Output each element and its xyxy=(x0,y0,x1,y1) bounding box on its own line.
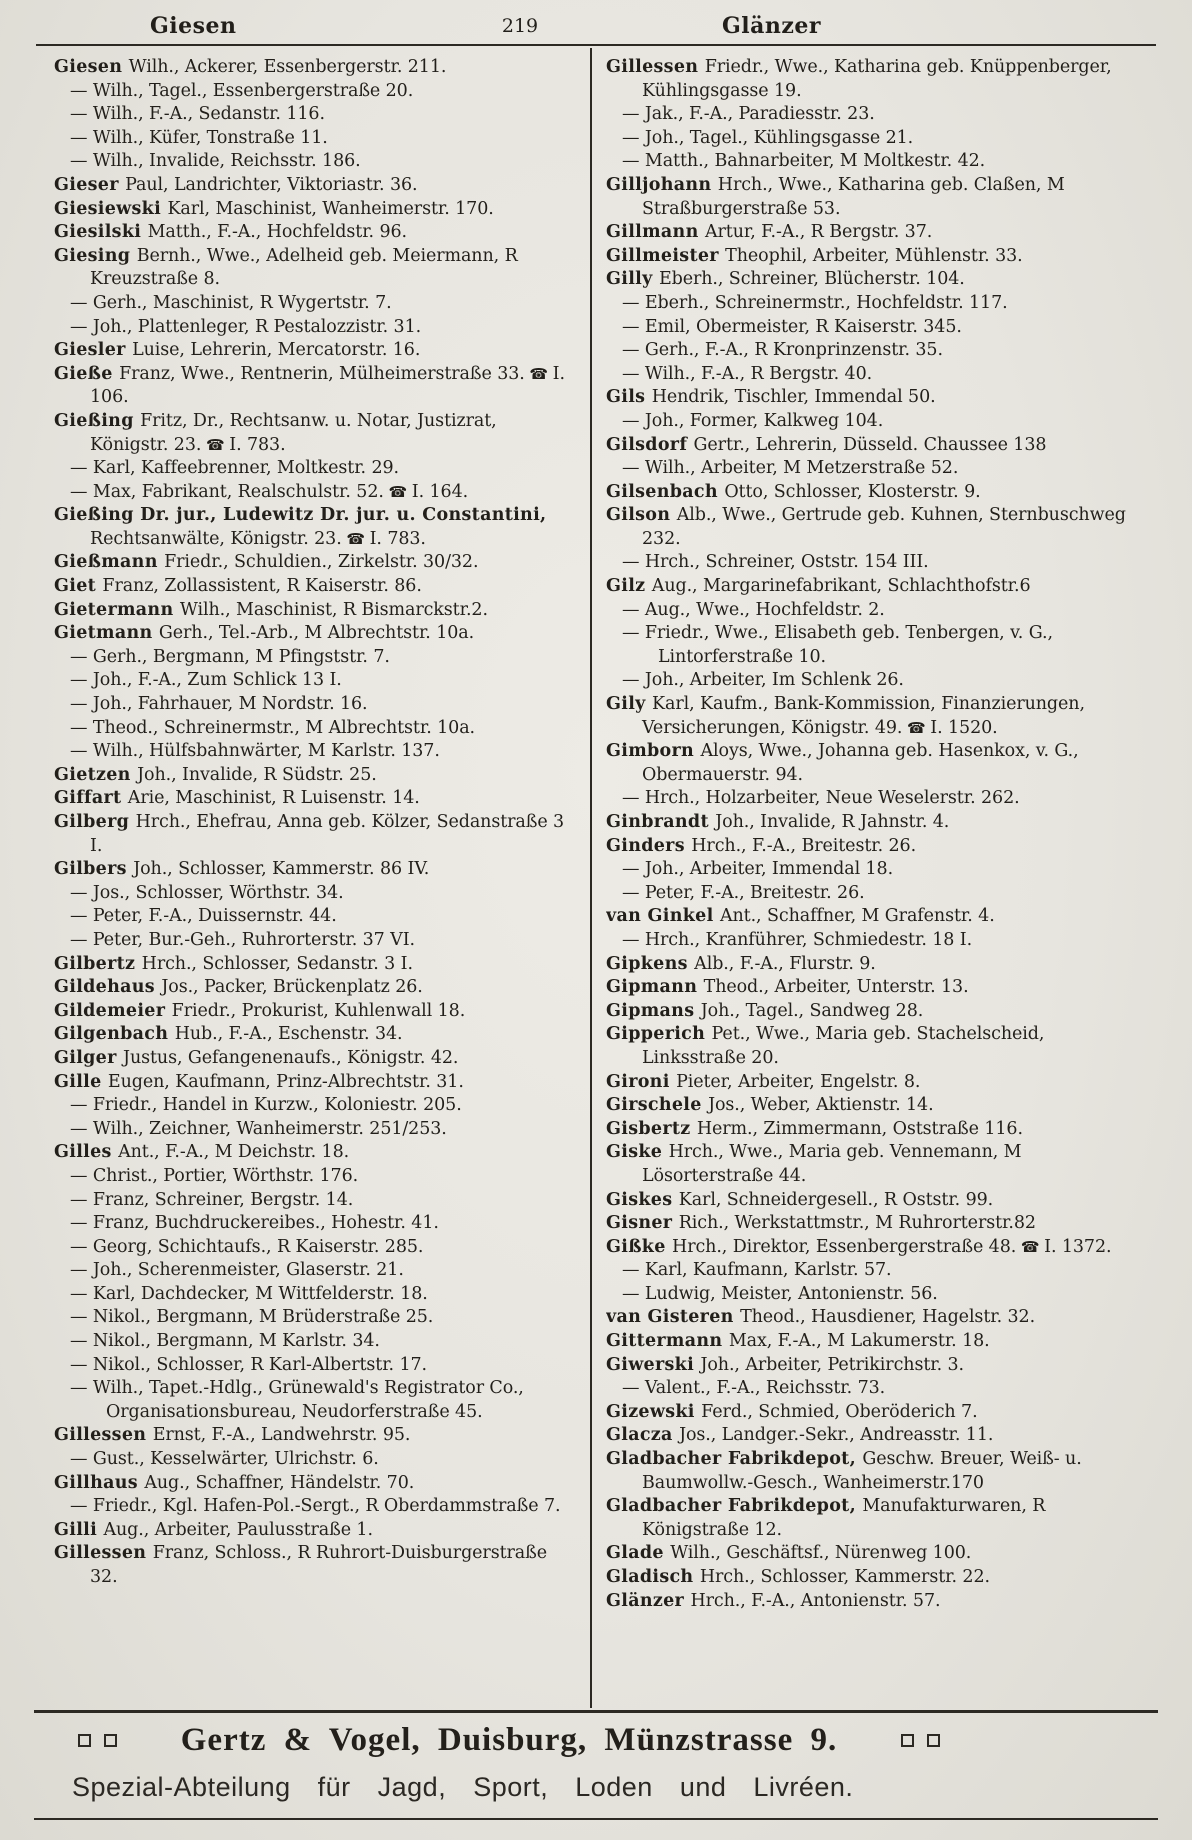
directory-entry: Giske Hrch., Wwe., Maria geb. Vennemann, M Lösorterstraße 44. xyxy=(606,1142,1022,1186)
entry-surname: Ginbrandt xyxy=(606,812,716,832)
directory-entry: — Joh., Fahrhauer, M Nordstr. 16. xyxy=(70,694,368,715)
ditto-dash: — xyxy=(70,127,93,148)
directory-entry: — Jos., Schlosser, Wörthstr. 34. xyxy=(70,882,344,903)
directory-entry: — Joh., F.-A., Zum Schlick 13 I. xyxy=(70,670,342,691)
ditto-dash: — xyxy=(622,552,645,573)
ditto-dash: — xyxy=(70,1095,93,1116)
ditto-dash: — xyxy=(622,929,645,950)
footer-bottom-rule xyxy=(34,1818,1158,1820)
header-right-catchword: Glänzer xyxy=(722,13,821,39)
directory-entry: Glacza Jos., Landger.-Sekr., Andreasstr. 11. xyxy=(606,1425,994,1446)
ditto-dash: — xyxy=(70,1331,93,1352)
directory-entry: — Franz, Schreiner, Bergstr. 14. xyxy=(70,1189,354,1210)
column-divider-rule xyxy=(590,48,592,1708)
directory-entry: — Franz, Buchdruckereibes., Hohestr. 41. xyxy=(70,1213,439,1234)
ditto-dash: — xyxy=(70,292,93,313)
ditto-dash: — xyxy=(70,481,93,502)
entry-surname: Gilberg xyxy=(54,812,136,832)
entry-surname: Gillhaus xyxy=(54,1472,145,1493)
ditto-dash: — xyxy=(70,1354,93,1375)
ditto-dash: — xyxy=(622,788,645,809)
entry-surname: Gilbers xyxy=(54,859,134,880)
entry-surname: Gilly xyxy=(606,269,659,290)
ditto-dash: — xyxy=(622,292,645,313)
ornament-square-icon xyxy=(927,1734,940,1747)
directory-entry: — Joh., Former, Kalkweg 104. xyxy=(622,410,884,431)
ditto-dash: — xyxy=(70,929,93,950)
entry-surname: Gils xyxy=(606,387,652,408)
ditto-dash: — xyxy=(70,1449,93,1470)
ditto-dash: — xyxy=(622,458,645,479)
directory-entry: Gießing Dr. jur., Ludewitz Dr. jur. u. Constantini, Rechtsanwälte, Königstr. 23. ☎ I. 783. xyxy=(54,505,547,549)
ditto-dash: — xyxy=(70,1213,93,1234)
directory-entry: Gillmann Artur, F.-A., R Bergstr. 37. xyxy=(606,222,933,243)
directory-entry: Giskes Karl, Schneidergesell., R Oststr. 99. xyxy=(606,1189,994,1210)
entry-surname: Gillessen xyxy=(54,1425,153,1446)
directory-entry: van Ginkel Ant., Schaffner, M Grafenstr. 4. xyxy=(606,906,995,927)
ditto-dash: — xyxy=(70,694,93,715)
ditto-dash: — xyxy=(622,340,645,361)
directory-entry: — Peter, F.-A., Breitestr. 26. xyxy=(622,882,865,903)
entry-surname: Gilbertz xyxy=(54,953,142,974)
ditto-dash: — xyxy=(622,623,645,644)
directory-column-left xyxy=(54,56,578,1706)
directory-entry: — Joh., Tagel., Kühlingsgasse 21. xyxy=(622,127,914,148)
directory-entry: — Wilh., F.-A., Sedanstr. 116. xyxy=(70,104,325,125)
directory-entry: — Ludwig, Meister, Antonienstr. 56. xyxy=(622,1283,938,1304)
entry-surname: Gietmann xyxy=(54,623,159,644)
directory-entry: — Friedr., Wwe., Elisabeth geb. Tenbergen, v. G., Lintorferstraße 10. xyxy=(622,623,1053,667)
ditto-dash: — xyxy=(70,80,93,101)
directory-entry: Gieße Franz, Wwe., Rentnerin, Mülheimerstraße 33. ☎ I. 106. xyxy=(54,363,565,408)
entry-surname: Giwerski xyxy=(606,1354,701,1375)
entry-surname: Giesen xyxy=(54,57,129,77)
ditto-dash: — xyxy=(70,906,93,927)
entry-surname: Gizewski xyxy=(606,1401,702,1422)
entry-surname: Gieser xyxy=(54,174,126,195)
directory-entry: — Nikol., Schlosser, R Karl-Albertstr. 17. xyxy=(70,1354,428,1375)
directory-entry: Gilsenbach Otto, Schlosser, Klosterstr. 9. xyxy=(606,481,981,502)
ornament-square-icon xyxy=(104,1734,117,1747)
entry-surname: Gipmans xyxy=(606,1000,701,1021)
directory-entry: Gießing Fritz, Dr., Rechtsanw. u. Notar, Justizrat, Königstr. 23. ☎ I. 783. xyxy=(54,410,497,455)
directory-entry: Gilljohann Hrch., Wwe., Katharina geb. Claßen, M Straßburgerstraße 53. xyxy=(606,174,1065,219)
directory-entry: Giesen Wilh., Ackerer, Essenbergerstr. 211. xyxy=(54,57,447,77)
directory-entry: — Karl, Kaffeebrenner, Moltkestr. 29. xyxy=(70,458,399,479)
entry-surname: Gipkens xyxy=(606,953,695,974)
directory-column-right xyxy=(606,56,1148,1706)
directory-entry: — Joh., Scherenmeister, Glaserstr. 21. xyxy=(70,1260,404,1281)
entry-surname: Giskes xyxy=(606,1189,679,1210)
header-rule xyxy=(36,44,1156,46)
ditto-dash: — xyxy=(622,882,645,903)
entry-surname: Gillessen xyxy=(54,1543,153,1564)
directory-entry: Giesler Luise, Lehrerin, Mercatorstr. 16. xyxy=(54,340,421,361)
directory-entry: — Matth., Bahnarbeiter, M Moltkestr. 42. xyxy=(622,151,986,172)
ditto-dash: — xyxy=(622,104,645,125)
directory-entry: Girschele Jos., Weber, Aktienstr. 14. xyxy=(606,1095,934,1116)
directory-entry: Gißke Hrch., Direktor, Essenbergerstraße 48. ☎ I. 1372. xyxy=(606,1236,1112,1257)
entry-surname: Gildemeier xyxy=(54,1000,172,1021)
directory-entry: Giet Franz, Zollassistent, R Kaiserstr. 86. xyxy=(54,576,422,597)
directory-entry: Gilsdorf Gertr., Lehrerin, Düsseld. Chaussee 138 xyxy=(606,434,1047,455)
entry-surname: Gladbacher Fabrikdepot, xyxy=(606,1496,863,1517)
directory-entry: — Wilh., Arbeiter, M Metzerstraße 52. xyxy=(622,458,959,479)
directory-entry: — Joh., Plattenleger, R Pestalozzistr. 31. xyxy=(70,316,422,337)
directory-entry: Gizewski Ferd., Schmied, Oberöderich 7. xyxy=(606,1401,978,1422)
ditto-dash: — xyxy=(622,1378,645,1399)
directory-entry: Glade Wilh., Geschäftsf., Nürenweg 100. xyxy=(606,1543,972,1564)
entry-surname: Gilsenbach xyxy=(606,481,725,502)
entry-surname: Gipperich xyxy=(606,1024,712,1045)
entry-surname: Giske xyxy=(606,1142,669,1163)
ditto-dash: — xyxy=(622,859,645,880)
directory-entry: Gisner Rich., Werkstattmstr., M Ruhrorterstr.82 xyxy=(606,1213,1036,1234)
directory-entry: — Valent., F.-A., Reichsstr. 73. xyxy=(622,1378,886,1399)
directory-entry: Gillhaus Aug., Schaffner, Händelstr. 70. xyxy=(54,1472,415,1493)
entry-surname: Giet xyxy=(54,576,103,597)
telephone-icon: ☎ xyxy=(1016,1237,1045,1256)
ditto-dash: — xyxy=(622,1260,645,1281)
entry-surname: Gillmann xyxy=(606,222,705,243)
entry-surname: van Gisteren xyxy=(606,1307,741,1328)
entry-surname: Gilsdorf xyxy=(606,434,694,455)
ditto-dash: — xyxy=(622,410,645,431)
ornament-squares-left xyxy=(78,1734,117,1747)
entry-surname: Gietzen xyxy=(54,764,138,785)
entry-surname: Gironi xyxy=(606,1071,677,1092)
entry-surname: Gittermann xyxy=(606,1331,729,1352)
directory-entry: Gipmans Joh., Tagel., Sandweg 28. xyxy=(606,1000,924,1021)
directory-entry: van Gisteren Theod., Hausdiener, Hagelstr. 32. xyxy=(606,1307,1036,1328)
entry-surname: Gilz xyxy=(606,576,652,597)
directory-entry: — Hrch., Kranführer, Schmiedestr. 18 I. xyxy=(622,929,973,950)
ditto-dash: — xyxy=(70,1283,93,1304)
directory-entry: Gironi Pieter, Arbeiter, Engelstr. 8. xyxy=(606,1071,921,1092)
directory-entry: Gilli Aug., Arbeiter, Paulusstraße 1. xyxy=(54,1519,373,1540)
directory-entry: Giesiewski Karl, Maschinist, Wanheimerstr. 170. xyxy=(54,198,494,219)
telephone-icon: ☎ xyxy=(902,718,931,737)
directory-entry: — Emil, Obermeister, R Kaiserstr. 345. xyxy=(622,316,962,337)
directory-entry: Gilz Aug., Margarinefabrikant, Schlachthofstr.6 xyxy=(606,576,1031,597)
directory-entry: Gilger Justus, Gefangenenaufs., Königstr. 42. xyxy=(54,1047,459,1068)
directory-entry: — Max, Fabrikant, Realschulstr. 52. ☎ I. 164. xyxy=(70,481,469,502)
entry-surname: Gilli xyxy=(54,1519,104,1540)
directory-entry: Giesilski Matth., F.-A., Hochfeldstr. 96. xyxy=(54,222,408,243)
ditto-dash: — xyxy=(70,1260,93,1281)
ditto-dash: — xyxy=(622,1283,645,1304)
directory-entry: — Hrch., Schreiner, Oststr. 154 III. xyxy=(622,552,929,573)
directory-entry: — Gerh., Maschinist, R Wygertstr. 7. xyxy=(70,292,392,313)
directory-entry: Gimborn Aloys, Wwe., Johanna geb. Hasenkox, v. G., Obermauerstr. 94. xyxy=(606,741,1079,785)
directory-entry: Gilson Alb., Wwe., Gertrude geb. Kuhnen, Sternbuschweg 232. xyxy=(606,505,1126,549)
directory-entry: — Karl, Dachdecker, M Wittfelderstr. 18. xyxy=(70,1283,428,1304)
directory-entry: Giffart Arie, Maschinist, R Luisenstr. 14. xyxy=(54,788,420,809)
entry-surname: Gipmann xyxy=(606,977,704,998)
entry-surname: Gießmann xyxy=(54,552,165,573)
ditto-dash: — xyxy=(70,104,93,125)
directory-entry: Giesing Bernh., Wwe., Adelheid geb. Meiermann, R Kreuzstraße 8. xyxy=(54,245,518,290)
telephone-icon: ☎ xyxy=(201,435,230,454)
directory-entry: Gilly Eberh., Schreiner, Blücherstr. 104. xyxy=(606,269,965,290)
directory-entry: — Wilh., Küfer, Tonstraße 11. xyxy=(70,127,328,148)
header-left-catchword: Giesen xyxy=(150,13,237,39)
ditto-dash: — xyxy=(70,1189,93,1210)
directory-entry: Gipmann Theod., Arbeiter, Unterstr. 13. xyxy=(606,977,969,998)
entry-surname: Gilgenbach xyxy=(54,1024,175,1045)
entry-surname: Gillmeister xyxy=(606,245,726,266)
entry-surname: Gießing xyxy=(54,410,141,431)
ditto-dash: — xyxy=(70,1496,93,1517)
entry-surname: Giesilski xyxy=(54,222,148,243)
ditto-dash: — xyxy=(70,741,93,762)
ditto-dash: — xyxy=(622,151,645,172)
directory-entry: Gillmeister Theophil, Arbeiter, Mühlenstr. 33. xyxy=(606,245,1023,266)
directory-entry: Gittermann Max, F.-A., M Lakumerstr. 18. xyxy=(606,1331,990,1352)
entry-surname: Giesing xyxy=(54,245,137,266)
entry-surname: van Ginkel xyxy=(606,906,720,927)
entry-surname: Gieße xyxy=(54,363,120,384)
entry-surname: Glacza xyxy=(606,1425,680,1446)
directory-entry: Gieser Paul, Landrichter, Viktoriastr. 36. xyxy=(54,174,418,195)
entry-surname: Glänzer xyxy=(606,1590,691,1611)
directory-entry: — Georg, Schichtaufs., R Kaiserstr. 285. xyxy=(70,1236,424,1257)
entry-surname: Glade xyxy=(606,1543,671,1564)
directory-entry: Gladisch Hrch., Schlosser, Kammerstr. 22. xyxy=(606,1567,990,1587)
entry-surname: Gillessen xyxy=(606,57,705,77)
directory-entry: Gietmann Gerh., Tel.-Arb., M Albrechtstr. 10a. xyxy=(54,623,475,644)
directory-entry: — Hrch., Holzarbeiter, Neue Weselerstr. 262. xyxy=(622,788,1020,809)
entry-surname: Gilson xyxy=(606,505,677,526)
directory-entry: Gilberg Hrch., Ehefrau, Anna geb. Kölzer, Sedanstraße 3 I. xyxy=(54,812,565,856)
ditto-dash: — xyxy=(622,316,645,337)
directory-entry: Gladbacher Fabrikdepot, Manufakturwaren, R Königstraße 12. xyxy=(606,1496,1046,1540)
ditto-dash: — xyxy=(622,599,645,620)
ditto-dash: — xyxy=(70,316,93,337)
entry-surname: Giesiewski xyxy=(54,198,168,219)
directory-entry: Gilbertz Hrch., Schlosser, Sedanstr. 3 I. xyxy=(54,953,413,974)
entry-surname: Giffart xyxy=(54,788,128,809)
entry-surname: Gietermann xyxy=(54,599,180,620)
entry-surname: Gille xyxy=(54,1071,108,1092)
directory-entry: Gils Hendrik, Tischler, Immendal 50. xyxy=(606,387,936,408)
ornament-square-icon xyxy=(901,1734,914,1747)
directory-entry: — Wilh., F.-A., R Bergstr. 40. xyxy=(622,363,873,384)
directory-entry: Gilles Ant., F.-A., M Deichstr. 18. xyxy=(54,1142,350,1163)
directory-entry: Gillessen Friedr., Wwe., Katharina geb. Knüppenberger, Kühlingsgasse 19. xyxy=(606,57,1112,101)
advert-title: Gertz & Vogel, Duisburg, Münzstrasse 9. xyxy=(180,1722,838,1758)
directory-entry: — Aug., Wwe., Hochfeldstr. 2. xyxy=(622,599,885,620)
directory-entry: — Wilh., Hülfsbahnwärter, M Karlstr. 137. xyxy=(70,741,440,762)
directory-entry: — Nikol., Bergmann, M Karlstr. 34. xyxy=(70,1331,380,1352)
directory-entry: Gillessen Franz, Schloss., R Ruhrort-Duisburgerstraße 32. xyxy=(54,1543,547,1587)
directory-entry: Ginbrandt Joh., Invalide, R Jahnstr. 4. xyxy=(606,812,950,832)
ditto-dash: — xyxy=(622,670,645,691)
advert-subtitle: Spezial-Abteilung für Jagd, Sport, Loden und Livréen. xyxy=(72,1772,854,1802)
ditto-dash: — xyxy=(70,1165,93,1186)
directory-entry: — Wilh., Invalide, Reichsstr. 186. xyxy=(70,151,361,172)
directory-entry: Ginders Hrch., F.-A., Breitestr. 26. xyxy=(606,835,917,856)
telephone-icon: ☎ xyxy=(341,529,370,548)
ditto-dash: — xyxy=(622,127,645,148)
footer-top-rule xyxy=(34,1710,1158,1713)
directory-entry: Gilbers Joh., Schlosser, Kammerstr. 86 IV. xyxy=(54,859,430,880)
entry-surname: Gißke xyxy=(606,1236,673,1257)
entry-surname: Ginders xyxy=(606,835,692,856)
footer-advertisement xyxy=(78,1722,940,1759)
ditto-dash: — xyxy=(70,151,93,172)
ornament-squares-right xyxy=(901,1734,940,1747)
telephone-icon: ☎ xyxy=(383,482,412,501)
entry-surname: Gießing Dr. jur., Ludewitz Dr. jur. u. Constantini, xyxy=(54,505,547,526)
directory-entry: Gipperich Pet., Wwe., Maria geb. Stachelscheid, Linksstraße 20. xyxy=(606,1024,1045,1068)
ditto-dash: — xyxy=(70,882,93,903)
directory-entry: — Wilh., Tagel., Essenbergerstraße 20. xyxy=(70,80,414,101)
directory-entry: — Christ., Portier, Wörthstr. 176. xyxy=(70,1165,359,1186)
entry-surname: Giesler xyxy=(54,340,133,361)
ditto-dash: — xyxy=(70,1236,93,1257)
ditto-dash: — xyxy=(70,717,93,738)
ditto-dash: — xyxy=(70,458,93,479)
telephone-icon: ☎ xyxy=(524,364,553,383)
directory-entry: — Theod., Schreinermstr., M Albrechtstr. 10a. xyxy=(70,717,476,738)
directory-entry: — Nikol., Bergmann, M Brüderstraße 25. xyxy=(70,1307,434,1328)
entry-surname: Gilger xyxy=(54,1047,124,1068)
directory-entry: Gisbertz Herm., Zimmermann, Oststraße 116. xyxy=(606,1118,1023,1139)
entry-surname: Gladisch xyxy=(606,1567,700,1587)
directory-entry: — Peter, Bur.-Geh., Ruhrorterstr. 37 VI. xyxy=(70,929,415,950)
ditto-dash: — xyxy=(70,1118,93,1139)
directory-entry: Gilgenbach Hub., F.-A., Eschenstr. 34. xyxy=(54,1024,403,1045)
directory-entry: Gillessen Ernst, F.-A., Landwehrstr. 95. xyxy=(54,1425,411,1446)
ditto-dash: — xyxy=(70,670,93,691)
ditto-dash: — xyxy=(70,646,93,667)
directory-entry: — Eberh., Schreinermstr., Hochfeldstr. 117. xyxy=(622,292,1008,313)
directory-entry: — Karl, Kaufmann, Karlstr. 57. xyxy=(622,1260,892,1281)
directory-entry: — Jak., F.-A., Paradiesstr. 23. xyxy=(622,104,875,125)
entry-surname: Gisner xyxy=(606,1213,679,1234)
entry-surname: Girschele xyxy=(606,1095,709,1116)
entry-surname: Gisbertz xyxy=(606,1118,697,1139)
directory-entry: Gipkens Alb., F.-A., Flurstr. 9. xyxy=(606,953,876,974)
entry-surname: Gladbacher Fabrikdepot, xyxy=(606,1449,863,1470)
directory-entry: Gießmann Friedr., Schuldien., Zirkelstr. 30/32. xyxy=(54,552,479,573)
ornament-square-icon xyxy=(78,1734,91,1747)
directory-entry: — Friedr., Handel in Kurzw., Koloniestr. 205. xyxy=(70,1095,462,1116)
directory-entry: — Wilh., Tapet.-Hdlg., Grünewald's Registrator Co., Organisationsbureau, Neudorferstraße 45. xyxy=(70,1378,524,1422)
directory-entry: — Friedr., Kgl. Hafen-Pol.-Sergt., R Oberdammstraße 7. xyxy=(70,1496,561,1517)
directory-entry: Gietermann Wilh., Maschinist, R Bismarckstr.2. xyxy=(54,599,488,620)
page-number: 219 xyxy=(501,15,539,37)
directory-entry: — Wilh., Zeichner, Wanheimerstr. 251/253. xyxy=(70,1118,447,1139)
directory-entry: Gietzen Joh., Invalide, R Südstr. 25. xyxy=(54,764,377,785)
directory-entry: Gily Karl, Kaufm., Bank-Kommission, Finanzierungen, Versicherungen, Königstr. 49. ☎ I. 1520. xyxy=(606,694,1085,738)
entry-surname: Gildehaus xyxy=(54,977,162,998)
directory-entry: Glänzer Hrch., F.-A., Antonienstr. 57. xyxy=(606,1590,941,1611)
directory-entry: — Peter, F.-A., Duissernstr. 44. xyxy=(70,906,337,927)
directory-entry: Giwerski Joh., Arbeiter, Petrikirchstr. 3. xyxy=(606,1354,965,1375)
directory-entry: — Joh., Arbeiter, Immendal 18. xyxy=(622,859,894,880)
directory-entry: Gildemeier Friedr., Prokurist, Kuhlenwall 18. xyxy=(54,1000,466,1021)
directory-entry: Gladbacher Fabrikdepot, Geschw. Breuer, Weiß- u. Baumwollw.-Gesch., Wanheimerstr.170 xyxy=(606,1449,1082,1493)
entry-surname: Gimborn xyxy=(606,741,701,762)
entry-surname: Gily xyxy=(606,694,653,715)
ditto-dash: — xyxy=(622,363,645,384)
directory-entry: — Gust., Kesselwärter, Ulrichstr. 6. xyxy=(70,1449,379,1470)
ditto-dash: — xyxy=(70,1378,93,1399)
directory-entry: — Joh., Arbeiter, Im Schlenk 26. xyxy=(622,670,904,691)
directory-entry: Gille Eugen, Kaufmann, Prinz-Albrechtstr. 31. xyxy=(54,1071,464,1092)
directory-entry: Gildehaus Jos., Packer, Brückenplatz 26. xyxy=(54,977,423,998)
ditto-dash: — xyxy=(70,1307,93,1328)
directory-entry: — Gerh., Bergmann, M Pfingststr. 7. xyxy=(70,646,390,667)
entry-surname: Gilles xyxy=(54,1142,119,1163)
entry-surname: Gilljohann xyxy=(606,174,718,195)
directory-entry: — Gerh., F.-A., R Kronprinzenstr. 35. xyxy=(622,340,943,361)
